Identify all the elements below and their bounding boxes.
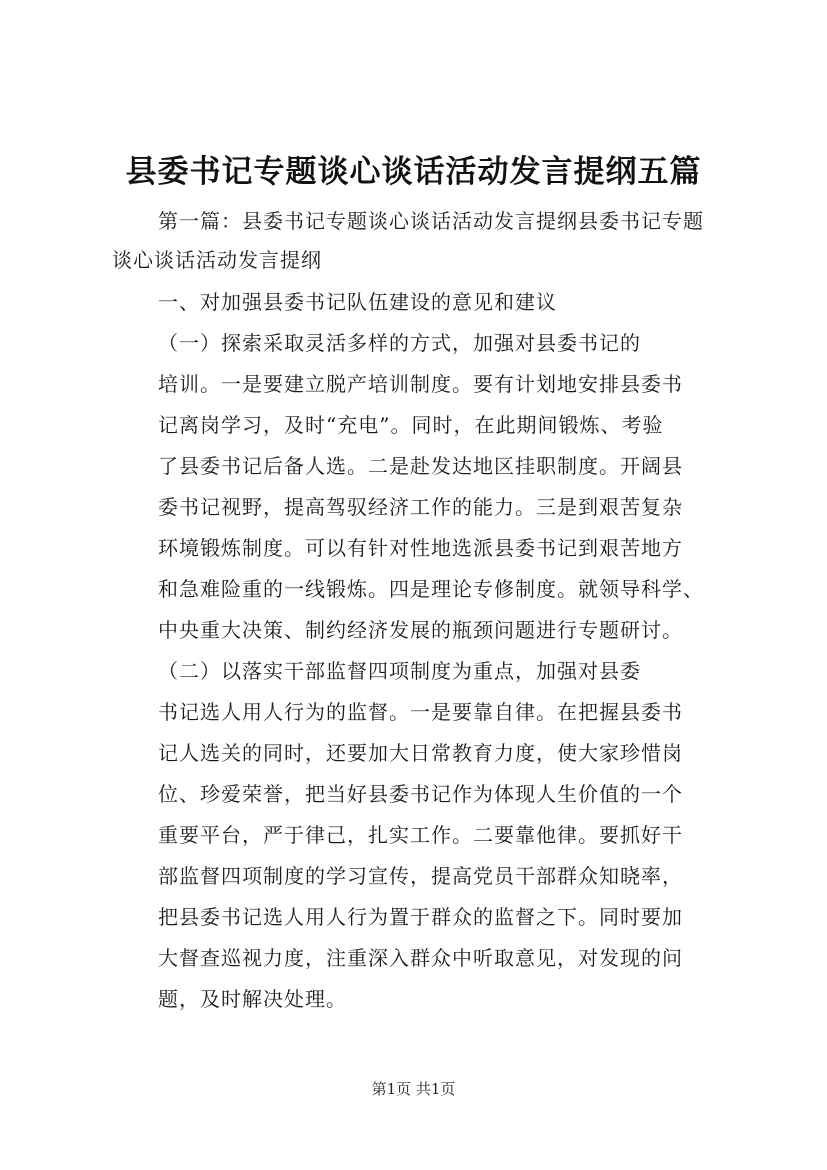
paragraph-line: 委书记视野，提高驾驭经济工作的能力。三是到艰苦复杂 <box>158 495 683 519</box>
paragraph-line: 大督查巡视力度，注重深入群众中听取意见，对发现的问 <box>158 946 683 970</box>
paragraph-line: 培训。一是要建立脱产培训制度。要有计划地安排县委书 <box>158 372 683 396</box>
paragraph-line: 第一篇：县委书记专题谈心谈话活动发言提纲县委书记专题 <box>158 209 704 233</box>
paragraph-line: 书记选人用人行为的监督。一是要靠自律。在把握县委书 <box>158 700 683 724</box>
paragraph-line: 环境锻炼制度。可以有针对性地选派县委书记到艰苦地方 <box>158 536 683 560</box>
paragraph-line: 题，及时解决处理。 <box>158 987 347 1011</box>
paragraph-line: 部监督四项制度的学习宣传，提高党员干部群众知晓率， <box>158 864 683 888</box>
paragraph-line: （一）探索采取灵活多样的方式，加强对县委书记的 <box>158 331 641 355</box>
paragraph-line: （二）以落实干部监督四项制度为重点，加强对县委 <box>158 659 641 683</box>
paragraph-line: 了县委书记后备人选。二是赴发达地区挂职制度。开阔县 <box>158 454 683 478</box>
paragraph-line: 把县委书记选人用人行为置于群众的监督之下。同时要加 <box>158 905 683 929</box>
paragraph-line: 谈心谈话活动发言提纲 <box>112 248 322 272</box>
document-title: 县委书记专题谈心谈话活动发言提纲五篇 <box>125 154 702 190</box>
paragraph-line: 位、珍爱荣誉，把当好县委书记作为体现人生价值的一个 <box>158 782 683 806</box>
paragraph-line: 重要平台，严于律己，扎实工作。二要靠他律。要抓好干 <box>158 823 683 847</box>
section-heading: 一、对加强县委书记队伍建设的意见和建议 <box>158 290 557 314</box>
paragraph-line: 记人选关的同时，还要加大日常教育力度，使大家珍惜岗 <box>158 741 683 765</box>
page-footer: 第1页 共1页 <box>371 1080 456 1098</box>
paragraph-line: 记离岗学习，及时“充电”。同时，在此期间锻炼、考验 <box>158 413 664 437</box>
paragraph-line: 中央重大决策、制约经济发展的瓶颈问题进行专题研讨。 <box>158 618 683 642</box>
paragraph-line: 和急难险重的一线锻炼。四是理论专修制度。就领导科学、 <box>158 577 704 601</box>
